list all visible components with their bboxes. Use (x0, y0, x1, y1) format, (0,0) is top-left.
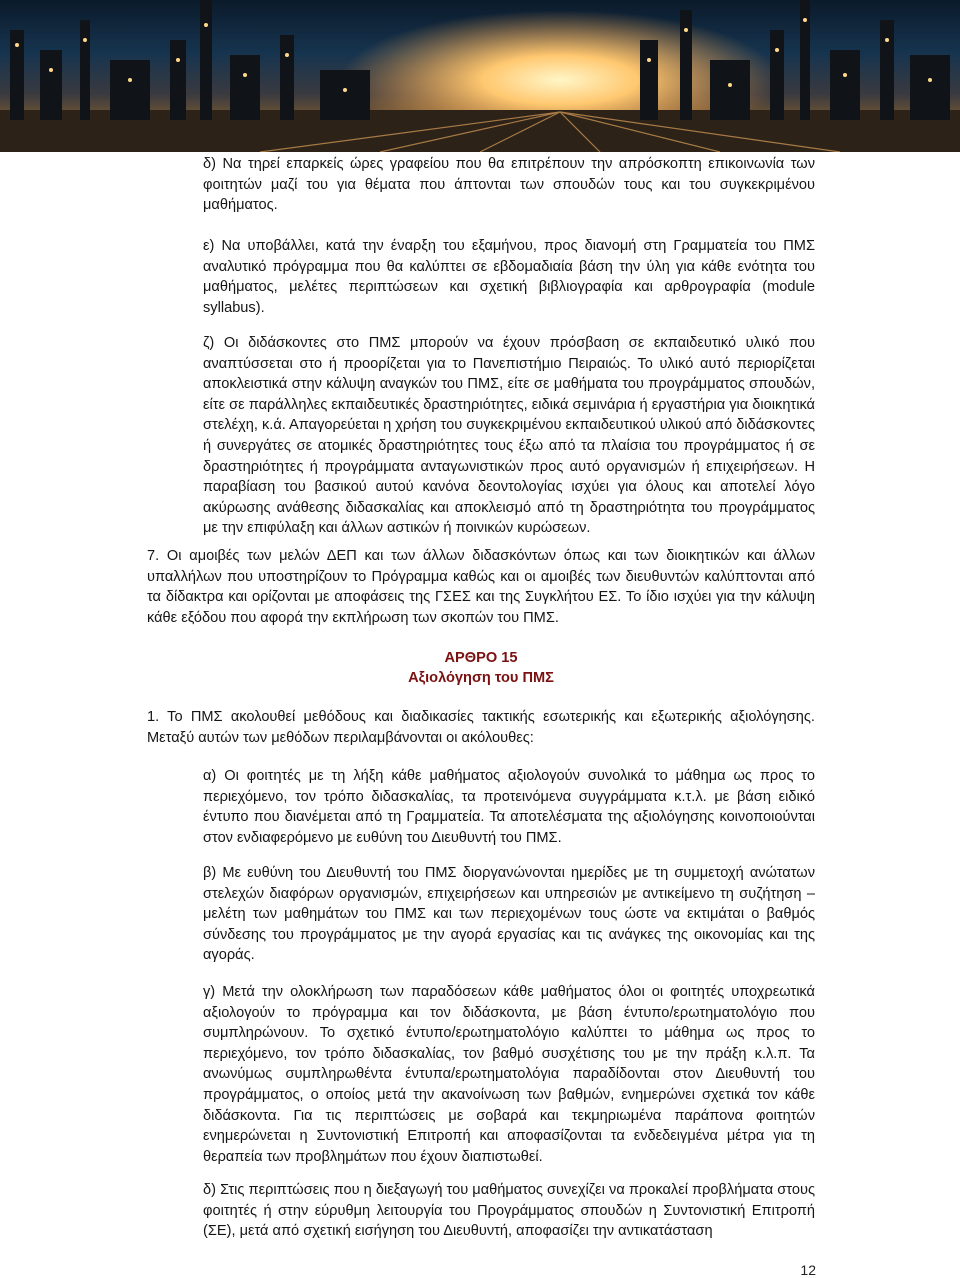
header-banner-image (0, 0, 960, 152)
paragraph-b-days: β) Με ευθύνη του Διευθυντή του ΠΜΣ διοργανώνονται ημερίδες με τη συμμετοχή ανώτατων στελεχών διαφόρων οργανισμών, επιχειρήσεων και υπηρεσιών με αντικείμενο τη συζήτηση – μελέτη των μαθημάτων του ΠΜΣ και των περιεχομένων τους ώστε να εκτιμάται ο βαθμός σύνδεσης του προγράμματος με την αγορά εργασίας και τις ανάγκες της οικονομίας και της αγοράς. (203, 865, 815, 964)
page-number: 12 (800, 1262, 816, 1278)
paragraph-article15-item1: 1. Το ΠΜΣ ακολουθεί μεθόδους και διαδικασίες τακτικής εσωτερικής και εξωτερικής αξιολόγησης. Μεταξύ αυτών των μεθόδων περιλαμβάνονται οι ακόλουθες: (147, 709, 815, 746)
refinery-illustration (0, 0, 960, 152)
paragraph-z-material: ζ) Οι διδάσκοντες στο ΠΜΣ μπορούν να έχουν πρόσβαση σε εκπαιδευτικό υλικό που αναπτύσσεται στο ή προορίζεται για το Πανεπιστήμιο Πειραιώς. Το υλικό αυτό περιορίζεται αποκλειστικά στην κάλυψη αναγκών του ΠΜΣ, είτε σε μαθήματα του προγράμματος σπουδών, είτε σε παράλληλες εκπαιδευτικές δραστηριότητες, ειδικά σεμινάρια ή εργαστήρια για διοικητικά στελέχη, κ.ά. Απαγορεύεται η χρήση του συγκεκριμένου εκπαιδευτικού υλικού από διδάσκοντες ή συνεργάτες σε ατομικές δραστηριότητες τους έξω από τα πλαίσια του προγράμματος ή σε δραστηριότητες ή προγράμματα ανταγωνιστικών προς αυτό οργανισμών ή επιχειρήσεων. Η παραβίαση του βασικού αυτού κανόνα δεοντολογίας ισχύει για όλους και αποτελεί λόγο ακύρωσης ανάθεσης διδασκαλίας και αποκλεισμό από τη δραστηριότητα του προγράμματος με την επιφύλαξη και άλλων αστικών ή ποινικών κυρώσεων. (203, 335, 815, 537)
paragraph-item-7: 7. Οι αμοιβές των μελών ΔΕΠ και των άλλων διδασκόντων όπως και των διοικητικών και άλλων υπαλλήλων που υποστηρίζουν το Πρόγραμμα καθώς και οι αμοιβές των διευθυντών καλύπτονται από τα δίδακτρα και ορίζονται με αποφάσεις της ΓΣΕΣ και της Συγκλήτου ΕΣ. Το ίδιο ισχύει για την κάλυψη κάθε εξόδου που αφορά την εκπλήρωση των σκοπών του ΠΜΣ. (147, 548, 815, 626)
paragraph-c-questionnaire: γ) Μετά την ολοκλήρωση των παραδόσεων κάθε μαθήματος όλοι οι φοιτητές υποχρεωτικά αξιολογούν το πρόγραμμα και τον διδάσκοντα, με βάση έντυπο/ερωτηματολόγιο που συμπληρώνουν. Το σχετικό έντυπο/ερωτηματολόγιο καλύπτει το μάθημα ως προς το περιεχόμενο, τον τρόπο διδασκαλίας, τον βαθμό συσχέτισης του με την πράξη κ.λ.π. Τα ανωνύμως συμπληρωθέντα έντυπα/ερωτηματολόγια παραδίδονται στον Διευθυντή του προγράμματος, ο οποίος μετά την ακανοίνωση των βαθμών, ενημερώνει σχετικά τον κάθε διδάσκοντα. Για τις περιπτώσεις με σοβαρά και τεκμηριωμένα παράπονα φοιτητών ενημερώνεται η Συντονιστική Επιτροπή και αποφασίζονται τα ενδεδειγμένα μέτρα για τη θεραπεία των προβλημάτων που έχουν διαπιστωθεί. (203, 984, 815, 1165)
article-number: ΑΡΘΡΟ 15 (444, 650, 518, 666)
article-title: Αξιολόγηση του ΠΜΣ (408, 670, 554, 686)
paragraph-a-students: α) Οι φοιτητές με τη λήξη κάθε μαθήματος αξιολογούν συνολικά το μάθημα ως προς το περιεχόμενο, τον τρόπο διδασκαλίας, τα προτεινόμενα συγγράμματα κ.τ.λ. με βάση ειδικό έντυπο που διανέμεται από τη Γραμματεία. Τα αποτελέσματα της αξιολόγησης κοινοποιούνται στον ενδιαφερόμενο με ευθύνη του Διευθυντή του ΠΜΣ. (203, 768, 815, 846)
paragraph-e-syllabus: ε) Να υποβάλλει, κατά την έναρξη του εξαμήνου, προς διανομή στη Γραμματεία του ΠΜΣ αναλυτικό πρόγραμμα που θα καλύπτει σε εβδομαδιαία βάση την ύλη για κάθε ενότητα του μαθήματος, μελέτες περιπτώσεων και σχετική βιβλιογραφία και αρθρογραφία (module syllabus). (203, 238, 815, 316)
paragraph-d-replacement: δ) Στις περιπτώσεις που η διεξαγωγή του μαθήματος συνεχίζει να προκαλεί προβλήματα στους φοιτητές ή στην εύρυθμη λειτουργία του Προγράμματος σπουδών η Συντονιστική Επιτροπή (ΣΕ), μετά από σχετική εισήγηση του Διευθυντή, αποφασίζει την αντικατάσταση (203, 1182, 815, 1240)
paragraph-d-office-hours: δ) Να τηρεί επαρκείς ώρες γραφείου που θα επιτρέπουν την απρόσκοπτη επικοινωνία των φοιτητών μαζί του για θέματα που άπτονται των σπουδών τους και του συγκεκριμένου μαθήματος. (203, 156, 815, 214)
